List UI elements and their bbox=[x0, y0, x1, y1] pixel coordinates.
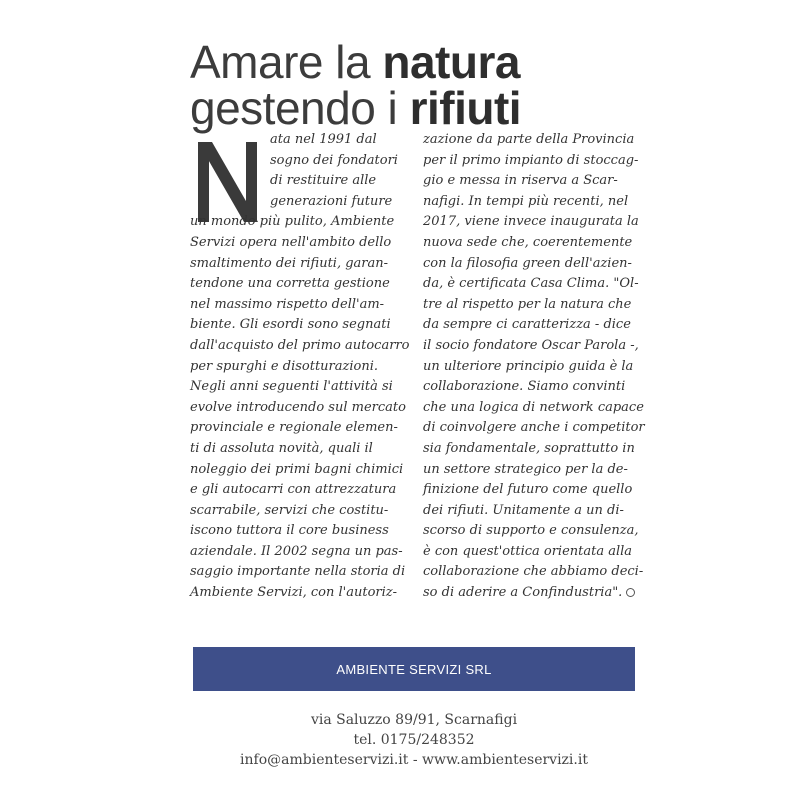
article-line: un ulteriore principio guida è la bbox=[423, 358, 634, 374]
article-line: collaborazione. Siamo convinti bbox=[423, 379, 626, 395]
headline-line-1 bbox=[190, 35, 610, 88]
article-headline bbox=[190, 35, 610, 134]
headline-bold-1: natura bbox=[382, 35, 520, 88]
article-line: è con quest'ottica orientata alla bbox=[423, 543, 633, 559]
article-last-line bbox=[423, 583, 643, 604]
article-line: ti di assoluta novità, quali il bbox=[190, 440, 373, 456]
article-line: so di aderire a Confindustria". bbox=[423, 585, 623, 601]
contact-phone: tel. 0175/248352 bbox=[353, 732, 475, 748]
article-column-right bbox=[423, 130, 643, 604]
article-line: ata nel 1991 dal bbox=[270, 132, 377, 147]
article-line: generazioni future bbox=[270, 193, 393, 209]
article-line: di coinvolgere anche i competitor bbox=[423, 420, 645, 436]
article-line: Negli anni seguenti l'attività si bbox=[190, 379, 393, 395]
article-line: smaltimento dei rifiuti, garan- bbox=[190, 255, 389, 271]
headline-regular-2: gestendo i bbox=[190, 81, 410, 134]
article-line: tre al rispetto per la natura che bbox=[423, 296, 632, 312]
article-line: nuova sede che, coerentemente bbox=[423, 234, 633, 250]
article-line: nel massimo rispetto dell'am- bbox=[190, 296, 385, 312]
article-line: noleggio dei primi bagni chimici bbox=[190, 461, 404, 477]
article-line: un mondo più pulito, Ambiente bbox=[190, 214, 395, 230]
article-line: scorso di supporto e consulenza, bbox=[423, 523, 639, 539]
article-line: scarrabile, servizi che costitu- bbox=[190, 502, 389, 518]
article-line: finizione del futuro come quello bbox=[423, 482, 633, 498]
article-line: sia fondamentale, soprattutto in bbox=[423, 440, 635, 456]
article-line: con la filosofia green dell'azien- bbox=[423, 255, 632, 271]
article-line: Servizi opera nell'ambito dello bbox=[190, 234, 392, 250]
article-line: sogno dei fondatori bbox=[270, 152, 398, 168]
article-line: dei rifiuti. Unitamente a un di- bbox=[423, 502, 624, 518]
article-line: per spurghi e disotturazioni. bbox=[190, 358, 379, 374]
contact-block bbox=[193, 710, 635, 770]
article-line: provinciale e regionale elemen- bbox=[190, 420, 398, 436]
contact-address: via Saluzzo 89/91, Scarnafigi bbox=[310, 712, 518, 728]
article-line: zazione da parte della Provincia bbox=[423, 132, 635, 147]
headline-line-2 bbox=[190, 81, 610, 134]
article-line: un settore strategico per la de- bbox=[423, 461, 628, 477]
article-line: aziendale. Il 2002 segna un pas- bbox=[190, 543, 403, 559]
article-line: 2017, viene invece inaugurata la bbox=[423, 214, 639, 230]
article-line: da, è certificata Casa Clima. "Ol- bbox=[423, 276, 639, 292]
end-of-article-icon bbox=[626, 588, 635, 597]
article-line: evolve introducendo sul mercato bbox=[190, 399, 406, 415]
article-line: collaborazione che abbiamo deci- bbox=[423, 564, 644, 580]
contact-email-web: info@ambienteservizi.it - www.ambienteservizi.it bbox=[240, 752, 588, 768]
article-line: Ambiente Servizi, con l'autoriz- bbox=[190, 585, 398, 601]
article-line: per il primo impianto di stoccag- bbox=[423, 152, 639, 168]
headline-regular-1: Amare la bbox=[190, 35, 383, 88]
headline-bold-2: rifiuti bbox=[409, 81, 522, 134]
article-line: biente. Gli esordi sono segnati bbox=[190, 317, 391, 333]
article-line: e gli autocarri con attrezzatura bbox=[190, 482, 397, 498]
article-line: di restituire alle bbox=[270, 173, 377, 189]
company-banner bbox=[193, 647, 635, 691]
article-line: che una logica di network capace bbox=[423, 399, 644, 415]
article-line: dall'acquisto del primo autocarro bbox=[190, 337, 410, 353]
article-line: iscono tuttora il core business bbox=[190, 523, 389, 539]
article-line: tendone una corretta gestione bbox=[190, 276, 390, 292]
company-name: AMBIENTE SERVIZI SRL bbox=[336, 661, 492, 677]
article-line: il socio fondatore Oscar Parola -, bbox=[423, 337, 639, 353]
article-column-left bbox=[190, 130, 410, 604]
article-line: gio e messa in riserva a Scar- bbox=[423, 173, 618, 189]
article-line: nafigi. In tempi più recenti, nel bbox=[423, 193, 629, 209]
article-line: saggio importante nella storia di bbox=[190, 564, 406, 580]
article-line: da sempre ci caratterizza - dice bbox=[423, 317, 631, 333]
